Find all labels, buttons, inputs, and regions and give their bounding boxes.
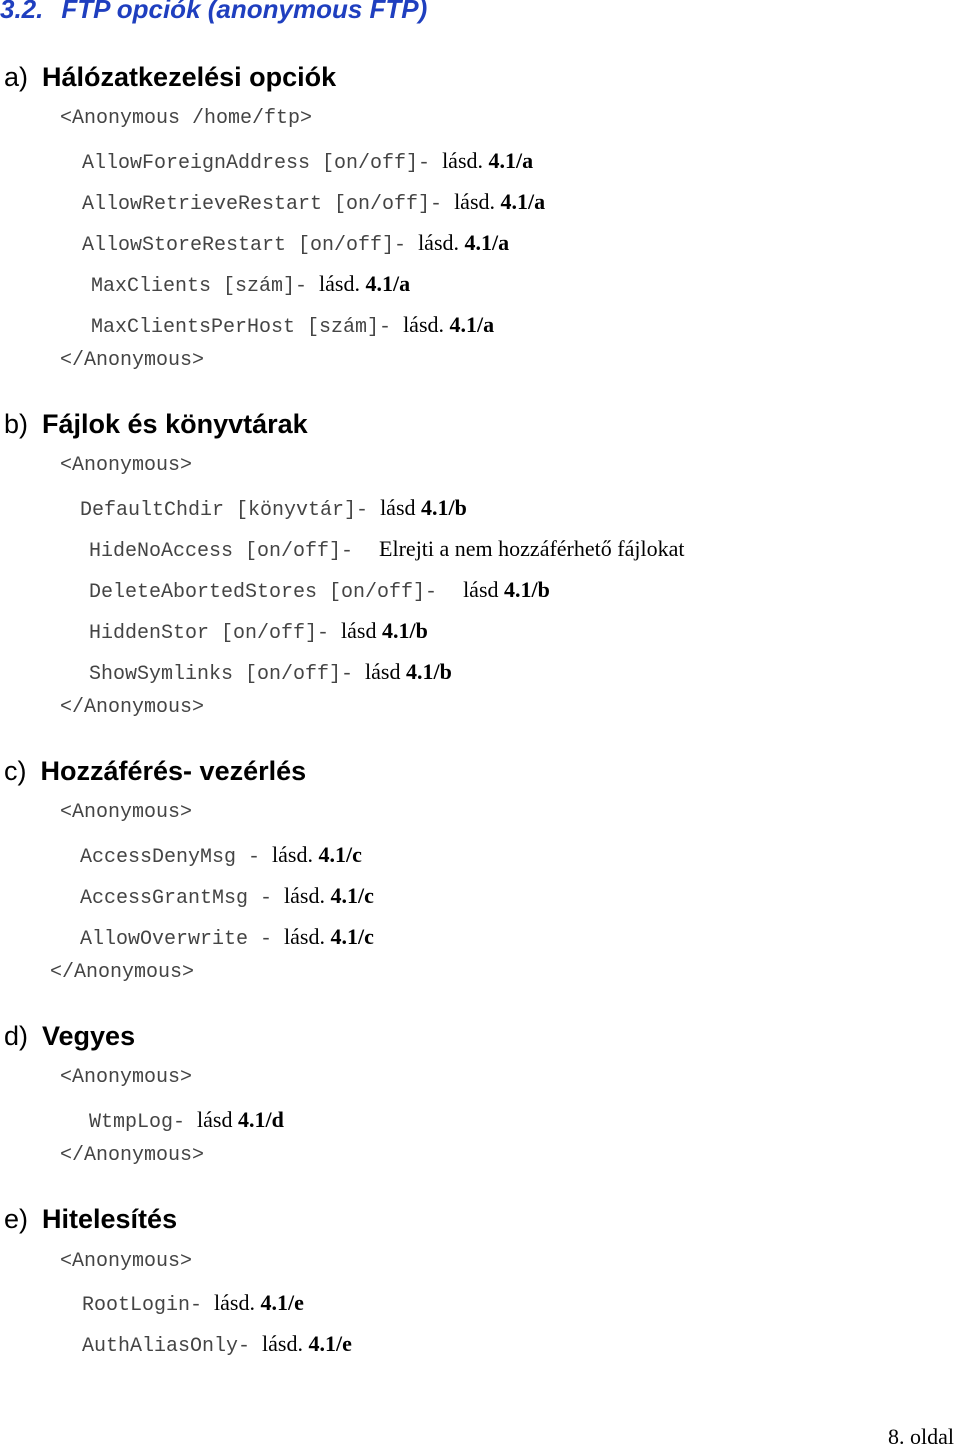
section-heading-text: Vegyes [42, 1021, 136, 1051]
section-c-heading [4, 756, 306, 787]
directive-line: AllowStoreRestart [on/off]- lásd. 4.1/a [82, 230, 510, 257]
section-letter: d) [4, 1021, 29, 1051]
directive-line: MaxClients [szám]- lásd. 4.1/a [91, 271, 411, 298]
directive-line: RootLogin- lásd. 4.1/e [82, 1290, 304, 1317]
directive-line: HideNoAccess [on/off]- Elrejti a nem hozzáférhető fájlokat [89, 536, 685, 563]
anonymous-open-tag: <Anonymous /home/ftp> [60, 107, 313, 130]
section-e-heading [4, 1204, 177, 1235]
anonymous-close-tag: </Anonymous> [50, 961, 195, 984]
anonymous-open-tag: <Anonymous> [60, 454, 193, 477]
directive-line: MaxClientsPerHost [szám]- lásd. 4.1/a [91, 312, 495, 339]
anonymous-open-tag: <Anonymous> [60, 1250, 193, 1273]
section-letter: c) [4, 756, 27, 786]
directive-line: AccessDenyMsg - lásd. 4.1/c [80, 842, 362, 869]
section-letter: b) [4, 409, 29, 439]
directive-line: DeleteAbortedStores [on/off]- lásd 4.1/b [89, 577, 550, 604]
anonymous-close-tag: </Anonymous> [60, 349, 205, 372]
section-heading-text: Hozzáférés- vezérlés [40, 756, 307, 786]
directive-line: AllowOverwrite - lásd. 4.1/c [80, 924, 374, 951]
section-a-heading [4, 62, 336, 93]
directive-line: AuthAliasOnly- lásd. 4.1/e [82, 1331, 352, 1358]
directive-line: AllowRetrieveRestart [on/off]- lásd. 4.1/a [82, 189, 546, 216]
anonymous-open-tag: <Anonymous> [60, 1066, 193, 1089]
section-heading-text: Hitelesítés [42, 1204, 178, 1234]
section-heading-text: Fájlok és könyvtárak [42, 409, 308, 439]
directive-line: WtmpLog- lásd 4.1/d [89, 1107, 284, 1134]
directive-line: HiddenStor [on/off]- lásd 4.1/b [89, 618, 428, 645]
directive-line: AccessGrantMsg - lásd. 4.1/c [80, 883, 374, 910]
directive-line: AllowForeignAddress [on/off]- lásd. 4.1/a [82, 148, 534, 175]
page-number: 8. oldal [888, 1424, 954, 1449]
section-d-heading [4, 1021, 135, 1052]
anonymous-open-tag: <Anonymous> [60, 801, 193, 824]
section-b-heading [4, 409, 308, 440]
section-letter: a) [4, 62, 29, 92]
section-heading-text: Hálózatkezelési opciók [42, 62, 337, 92]
directive-line: ShowSymlinks [on/off]- lásd 4.1/b [89, 659, 452, 686]
anonymous-close-tag: </Anonymous> [60, 696, 205, 719]
title-text: FTP opciók (anonymous FTP) [61, 0, 428, 24]
anonymous-close-tag: </Anonymous> [60, 1144, 205, 1167]
directive-line: DefaultChdir [könyvtár]- lásd 4.1/b [80, 495, 467, 522]
section-letter: e) [4, 1204, 29, 1234]
section-number: 3.2. [0, 0, 44, 24]
page-title [0, 0, 427, 25]
